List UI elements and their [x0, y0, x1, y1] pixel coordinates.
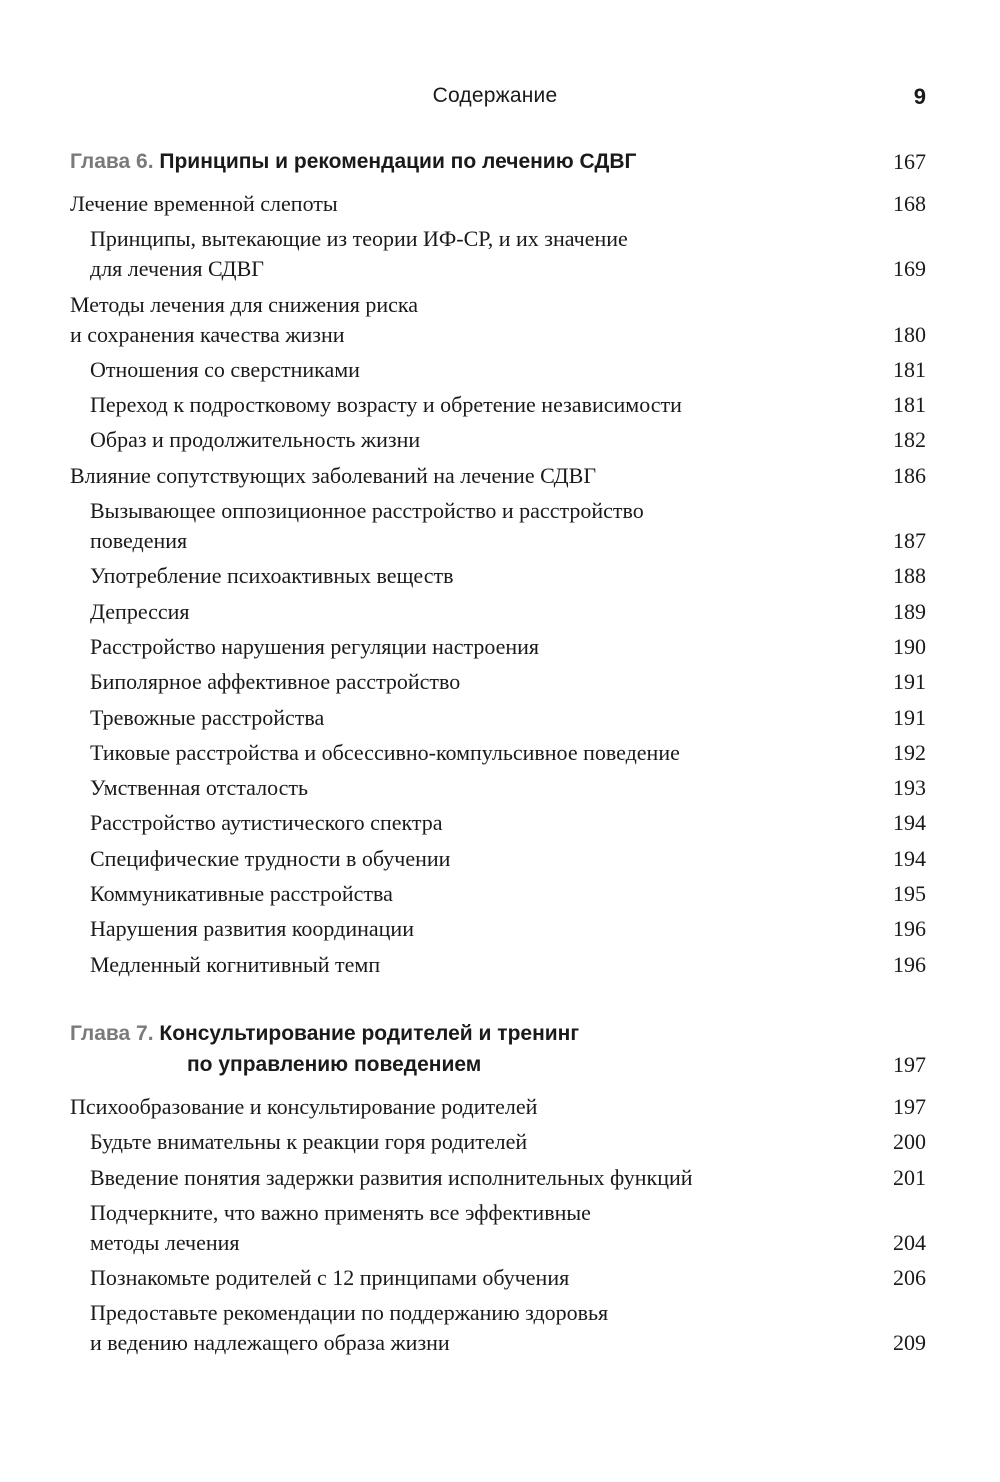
running-header [0, 84, 1000, 114]
toc-entry-page: 181 [893, 392, 926, 418]
toc-entry-line: Коммуникативные расстройства [90, 881, 393, 907]
toc-entry-title [70, 1163, 860, 1193]
chapter-7-section [70, 1018, 926, 1364]
toc-entry-line: Умственная отсталость [90, 775, 309, 801]
toc-entry-line: Психообразование и консультирование родителей [70, 1094, 538, 1119]
toc-entry [70, 1298, 926, 1358]
toc-entry-line: Образ и продолжительность жизни [90, 427, 421, 453]
toc-entry [70, 844, 926, 874]
toc-entry-line: Специфические трудности в обучении [90, 845, 451, 871]
toc-entry-line: Употребление психоактивных веществ [90, 563, 454, 589]
toc-entry [70, 1127, 926, 1157]
toc-entry [70, 597, 926, 627]
toc-entry-page: 206 [893, 1265, 926, 1291]
toc-entry [70, 224, 926, 284]
toc-entry [70, 950, 926, 980]
toc-entry [70, 632, 926, 662]
toc-list [70, 189, 926, 980]
toc-entry-title [70, 1298, 860, 1358]
toc-entry-title [70, 1198, 860, 1258]
toc-entry [70, 355, 926, 385]
toc-entry-page: 169 [893, 256, 926, 282]
toc-entry-title [70, 703, 860, 733]
toc-entry-line: Расстройство аутистического спектра [90, 810, 443, 836]
toc-entry-line: Нарушения развития координации [90, 916, 414, 942]
toc-entry [70, 561, 926, 591]
toc-entry [70, 1198, 926, 1258]
toc-entry-title [70, 597, 860, 627]
toc-entry-title [70, 1092, 840, 1122]
chapter-page: 197 [893, 1052, 926, 1077]
toc-entry-title [70, 355, 860, 385]
toc-entry-line: Тиковые расстройства и обсессивно-компульсивное поведение [90, 739, 680, 765]
toc-entry-line: для лечения СДВГ [90, 256, 264, 282]
toc-entry-page: 209 [893, 1330, 926, 1356]
toc-entry-title [70, 632, 860, 662]
toc-entry-page: 196 [893, 951, 926, 977]
toc-entry-page: 182 [893, 427, 926, 453]
toc-entry-line: Введение понятия задержки развития исполнительных функций [90, 1164, 693, 1190]
toc-entry-title [70, 844, 860, 874]
chapter-label: Глава 6. [70, 150, 154, 173]
toc-entry-line: Переход к подростковому возрасту и обретение независимости [90, 392, 682, 418]
running-title: Содержание [432, 84, 558, 107]
toc-entry-line: Методы лечения для снижения риска [70, 291, 418, 317]
toc-entry-line: Предоставьте рекомендации по поддержанию здоровья [90, 1300, 609, 1326]
toc-entry-page: 186 [893, 462, 926, 488]
toc-entry-title [70, 773, 860, 803]
toc-entry-page: 194 [893, 845, 926, 871]
toc-entry-line: Познакомьте родителей с 12 принципами обучения [90, 1265, 570, 1291]
toc-entry [70, 773, 926, 803]
toc-entry-line: Депрессия [90, 598, 190, 624]
toc-entry [70, 496, 926, 556]
toc-entry-page: 180 [893, 321, 926, 347]
toc-entry-line: Медленный когнитивный темп [90, 951, 381, 977]
toc-entry-title [70, 561, 860, 591]
toc-entry-title [70, 950, 860, 980]
toc-entry-page: 196 [893, 916, 926, 942]
toc-entry-page: 189 [893, 598, 926, 624]
toc-entry-page: 168 [893, 191, 926, 216]
chapter-title-line2: по управлению поведением [187, 1053, 482, 1076]
chapter-page: 167 [893, 149, 926, 174]
toc-entry [70, 1263, 926, 1293]
toc-entry [70, 189, 926, 219]
toc-entry [70, 1092, 926, 1122]
chapter-6-section [70, 146, 926, 985]
toc-entry [70, 667, 926, 697]
toc-entry-title [70, 425, 860, 455]
toc-entry-line: Вызывающее оппозиционное расстройство и расстройство [90, 498, 644, 524]
toc-entry-title [70, 461, 840, 491]
toc-entry [70, 290, 926, 350]
chapter-heading [70, 1018, 926, 1080]
toc-entry-title [70, 738, 860, 768]
toc-entry-title [70, 290, 840, 350]
toc-entry-title [70, 1263, 860, 1293]
toc-entry [70, 390, 926, 420]
toc-entry-page: 190 [893, 633, 926, 659]
toc-entry-page: 204 [893, 1229, 926, 1255]
toc-entry [70, 425, 926, 455]
chapter-label: Глава 7. [70, 1022, 154, 1045]
toc-entry-page: 192 [893, 739, 926, 765]
page-number: 9 [913, 84, 926, 109]
toc-entry-line: и сохранения качества жизни [70, 321, 345, 347]
toc-entry-line: Расстройство нарушения регуляции настроения [90, 633, 540, 659]
toc-entry-line: Подчеркните, что важно применять все эффективные [90, 1199, 591, 1225]
chapter-title: Принципы и рекомендации по лечению СДВГ [159, 150, 637, 173]
toc-entry-line: Отношения со сверстниками [90, 356, 360, 382]
toc-entry [70, 703, 926, 733]
toc-entry-line: поведения [90, 528, 188, 554]
toc-entry-page: 197 [893, 1094, 926, 1119]
toc-entry [70, 738, 926, 768]
toc-list [70, 1092, 926, 1358]
toc-entry-page: 191 [893, 704, 926, 730]
toc-entry-page: 191 [893, 669, 926, 695]
toc-entry [70, 461, 926, 491]
toc-entry-page: 181 [893, 356, 926, 382]
toc-entry-line: Влияние сопутствующих заболеваний на лечение СДВГ [70, 462, 597, 488]
toc-entry-title [70, 390, 860, 420]
toc-entry-title [70, 224, 860, 284]
chapter-title-line1: Консультирование родителей и тренинг [159, 1022, 580, 1045]
toc-entry-title [70, 879, 860, 909]
toc-entry-page: 200 [893, 1129, 926, 1155]
toc-entry-title [70, 914, 860, 944]
toc-entry-page: 187 [893, 528, 926, 554]
toc-entry [70, 879, 926, 909]
toc-entry-title [70, 1127, 860, 1157]
toc-entry-title [70, 189, 840, 219]
toc-entry-line: Лечение временной слепоты [70, 191, 338, 216]
chapter-heading [70, 146, 926, 177]
toc-entry [70, 914, 926, 944]
toc-entry-line: Биполярное аффективное расстройство [90, 669, 461, 695]
toc-entry-line: и ведению надлежащего образа жизни [90, 1330, 450, 1356]
toc-entry-line: методы лечения [90, 1229, 240, 1255]
toc-entry-page: 201 [893, 1164, 926, 1190]
toc-entry-title [70, 808, 860, 838]
toc-entry-line: Тревожные расстройства [90, 704, 325, 730]
toc-entry-page: 188 [893, 563, 926, 589]
toc-entry-title [70, 667, 860, 697]
toc-entry-page: 193 [893, 775, 926, 801]
toc-entry [70, 1163, 926, 1193]
toc-entry [70, 808, 926, 838]
toc-entry-title [70, 496, 860, 556]
toc-entry-line: Будьте внимательны к реакции горя родителей [90, 1129, 528, 1155]
toc-entry-page: 195 [893, 881, 926, 907]
toc-entry-line: Принципы, вытекающие из теории ИФ-СР, и их значение [90, 226, 628, 252]
toc-entry-page: 194 [893, 810, 926, 836]
